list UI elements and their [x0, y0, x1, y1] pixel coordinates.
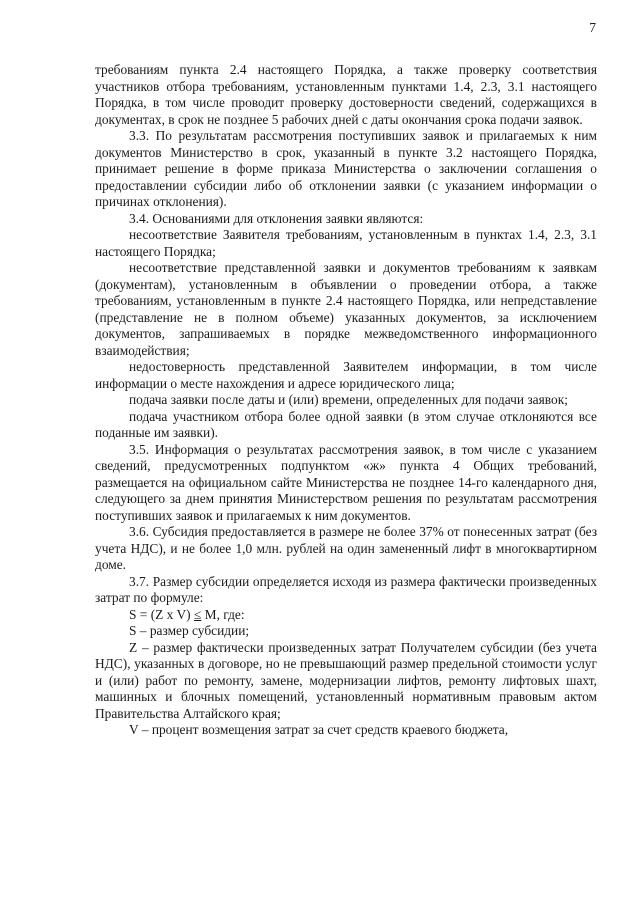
rejection-reason-1: несоответствие Заявителя требованиям, установленным в пунктах 1.4, 2.3, 3.1 настоящего Порядка; [95, 227, 597, 259]
paragraph-3-7: 3.7. Размер субсидии определяется исходя из размера фактически произведенных затрат по формуле: [95, 573, 597, 605]
document-body [95, 62, 597, 739]
definition-z: Z – размер фактически произведенных затрат Получателем субсидии (без учета НДС), указанных в договоре, но не превышающий размер предельной стоимости услуг и (или) работ по ремонту, замене, модернизации лифтов, ремонту лифтовых шахт, машинных и блочных помещений, установленный нормативным правовым актом Правительства Алтайского края; [95, 639, 597, 721]
formula-operator: ≤ [193, 606, 202, 622]
subsidy-formula [95, 607, 597, 624]
rejection-reason-4: подача заявки после даты и (или) времени, определенных для подачи заявок; [129, 392, 568, 407]
rejection-reason-5: подача участником отбора более одной заявки (в этом случае отклоняются все поданные им заявки). [95, 408, 597, 440]
rejection-reason-2: несоответствие представленной заявки и документов требованиям к заявкам (документам), установленным в объявлении о проведении отбора, а также требованиям, установленным в пункте 2.4 настоящего Порядка, или непредставление (представление не в полном объеме) указанных документов, за исключением документов, запрашиваемых в порядке межведомственного информационного взаимодействия; [95, 260, 597, 358]
definition-s: S – размер субсидии; [129, 623, 250, 638]
page-number: 7 [589, 20, 596, 35]
paragraph-3-3: 3.3. По результатам рассмотрения поступивших заявок и прилагаемых к ним документов Министерство в срок, указанный в пункте 3.2 настоящего Порядка, принимает решение в форме приказа Министерства о заключении соглашения о предоставлении субсидии либо об отклонении заявки (с указанием информации о причинах отклонения). [95, 128, 597, 209]
paragraph-3-6: 3.6. Субсидия предоставляется в размере не более 37% от понесенных затрат (без учета НДС), и не более 1,0 млн. рублей на один замененный лифт в многоквартирном доме. [95, 524, 597, 572]
rejection-reason-3: недостоверность представленной Заявителем информации, в том числе информации о месте нахождения и адресе юридического лица; [95, 359, 597, 391]
formula-left: S = (Z x V) [129, 606, 194, 622]
formula-right: M, где: [201, 606, 245, 622]
paragraph-3-5: 3.5. Информация о результатах рассмотрения заявок, в том числе с указанием сведений, предусмотренных подпунктом «ж» пункта 4 Общих требований, размещается на официальном сайте Министерства не позднее 14-го календарного дня, следующего за днем принятия Министерством решения по результатам рассмотрения поступивших заявок и прилагаемых к ним документов. [95, 441, 597, 523]
paragraph-3-4: 3.4. Основаниями для отклонения заявки являются: [129, 210, 424, 226]
paragraph-0: требованиям пункта 2.4 настоящего Порядка, а также проверку соответствия участников отбора требованиям, установленным пунктами 1.4, 2.3, 3.1 настоящего Порядка, в том числе проводит проверку достоверности сведений, содержащихся в документах, в срок не позднее 5 рабочих дней с даты окончания срока подачи заявок. [95, 62, 597, 127]
definition-v: V – процент возмещения затрат за счет средств краевого бюджета, [129, 722, 509, 737]
